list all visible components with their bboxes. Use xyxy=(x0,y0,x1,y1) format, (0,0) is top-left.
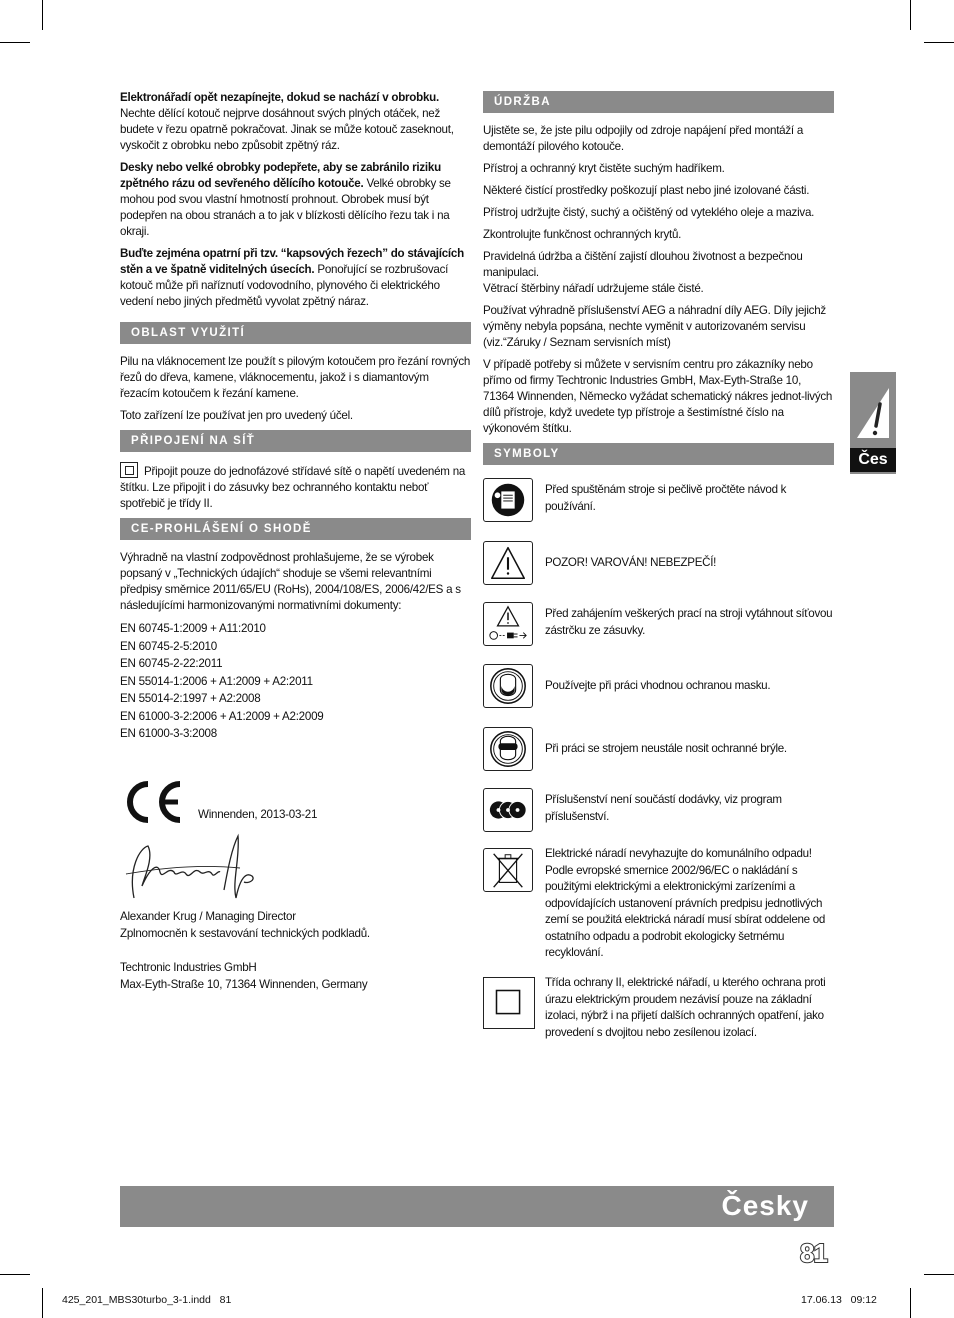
safety-paragraph xyxy=(120,90,471,154)
symbol-description: Elektrické náradí nevyhazujte do komunálního odpadu! Podle evropské smernice 2002/96/EC o nakládání s použitými elektrickými a elektronickými zarízeními a odpovídajících ustanovení právních predpisu jednotlivých zemí se použitá elektrická náradí musí sbírat oddelene od ostatního odpadu a podrobit ekologicky šetrnému recyklování. xyxy=(545,847,825,959)
crop-mark xyxy=(0,42,30,43)
dust-mask-icon xyxy=(483,664,533,708)
language-side-tab xyxy=(850,372,896,474)
crop-mark xyxy=(42,0,43,30)
signature-image xyxy=(120,828,270,908)
ce-mark-icon xyxy=(122,780,184,824)
class-ii-icon xyxy=(483,977,535,1029)
language-label: Čes xyxy=(850,448,896,472)
symbol-description: Příslušenství není součástí dodávky, viz program příslušenství. xyxy=(545,793,782,823)
maintenance-text: Používat výhradně příslušenství AEG a náhradní díly AEG. Díly jejichž výměny nebyla popsána, nechte vyměnit v autorizovaném servisu (viz.“Záruky / Seznam servisních míst) xyxy=(483,304,826,349)
maintenance-text: Některé čistící prostředky poškozují plast nebo jiné izolované části. xyxy=(483,184,810,197)
crop-mark xyxy=(924,1274,954,1275)
standard-item: EN 60745-2-22:2011 xyxy=(120,657,223,670)
symbol-description: Před spuštěnám stroje si pečlivě pročtěte návod k používání. xyxy=(545,483,787,513)
section-heading-symbols: SYMBOLY xyxy=(483,443,834,465)
symbol-description: POZOR! VAROVÁN! NEBEZPEČÍ! xyxy=(545,556,717,569)
safety-paragraph-text: Ponořující se rozbrušovací kotouč může při naříznutí vodovodního, plynového či elektrického vedení nebo jiných předmětů vyvolat zpětný náraz. xyxy=(120,263,449,308)
mains-text-body: Připojit pouze do jednofázové střídavé sítě o napětí uvedeném na štítku. Lze připojit i do zásuvky bez ochranného kontaktu neboť spotřebič je třídy II. xyxy=(120,465,466,510)
signatory-block xyxy=(120,908,370,993)
section-heading-ce: CE-PROHLÁŠENÍ O SHODĚ xyxy=(120,518,471,540)
usage-text: Toto zařízení lze používat jen pro uvedený účel. xyxy=(120,409,353,422)
company-name: Techtronic Industries GmbH xyxy=(120,961,257,974)
standard-item: EN 60745-2-5:2010 xyxy=(120,639,217,653)
section-heading-usage: OBLAST VYUŽITÍ xyxy=(120,322,471,344)
page-number: 81 xyxy=(800,1238,827,1268)
footer-bar xyxy=(120,1186,834,1227)
maintenance-text-line: Pravidelná údržba a čištění zajistí dlouhou životnost a bezpečnou manipulaci. xyxy=(483,250,803,279)
class-ii-icon xyxy=(120,462,138,478)
crop-mark xyxy=(0,1274,30,1275)
place-date: Winnenden, 2013-03-21 xyxy=(198,808,318,821)
maintenance-text: Přístroj a ochranný kryt čistěte suchým hadříkem. xyxy=(483,162,725,175)
symbol-description: Při práci se strojem neustále nosit ochranné brýle. xyxy=(545,742,787,755)
safety-paragraph-text: Nechte dělící kotouč nejprve dosáhnout svých plných otáček, než budete v řezu opatrně pokračovat. Jinak se může kotouč zaseknout, vyskočit z obrobku nebo způsobit zpětný ráz. xyxy=(120,107,454,152)
warning-triangle-icon xyxy=(483,541,533,585)
standard-item: EN 61000-3-2:2006 + A1:2009 + A2:2009 xyxy=(120,709,324,723)
safety-goggles-icon xyxy=(483,727,533,771)
standard-item: EN 55014-1:2006 + A1:2009 + A2:2011 xyxy=(120,674,313,688)
safety-paragraph-bold: Desky nebo velké obrobky podepřete, aby se zabránilo riziku zpětného rázu od sevřeného dělícího kotouče. xyxy=(120,161,441,190)
mains-text xyxy=(120,462,471,512)
maintenance-text-line: Větrací štěrbiny nářadí udržujeme stále čisté. xyxy=(483,282,704,295)
standard-item: EN 60745-1:2009 + A11:2010 xyxy=(120,622,266,635)
warning-triangle-icon xyxy=(853,384,893,446)
unplug-warning-icon xyxy=(483,602,533,646)
crop-mark xyxy=(924,42,954,43)
safety-paragraph xyxy=(120,160,471,240)
read-manual-icon xyxy=(483,478,533,522)
crop-mark xyxy=(910,0,911,30)
saw-blades-icon xyxy=(483,788,533,832)
symbols-list xyxy=(483,478,834,1078)
standard-item: EN 55014-2:1997 + A2:2008 xyxy=(120,692,261,705)
standards-list xyxy=(120,620,471,743)
safety-paragraph-bold: Elektronářadí opět nezapínejte, dokud se nachází v obrobku. xyxy=(120,91,439,104)
maintenance-text: Zkontrolujte funkčnost ochranných krytů. xyxy=(483,228,682,241)
symbol-description: Používejte při práci vhodnou ochranou masku. xyxy=(545,679,771,692)
usage-text: Pilu na vláknocement lze použít s pilovým kotoučem pro řezání rovných řezů do dřeva, kamene, vláknocementu, jakož i s diamantovým řezacím kotoučem k řezání kamene. xyxy=(120,355,471,400)
right-column xyxy=(483,90,834,475)
crop-mark xyxy=(42,1288,43,1318)
symbol-description: Před zahájením veškerých prací na stroji vytáhnout síťovou zástrčku ze zásuvky. xyxy=(545,607,833,637)
footer-language-title: Česky xyxy=(721,1190,809,1221)
maintenance-text: Ujistěte se, že jste pilu odpojily od zdroje napájení před montáží a demontáží pilového kotouče. xyxy=(483,124,804,153)
symbol-description: Třída ochrany II, elektrické nářadí, u kterého ochrana proti úrazu elektrickým proudem nezávisí pouze na základní izolaci, nýbrž i na přijetí dalších ochranných opatření, jako provedení s dvojitou nebo zesílenou izolací. xyxy=(545,976,826,1039)
safety-paragraph-bold: Buďte zejména opatrní při tzv. “kapsových řezech” do stávajících stěn a ve špatně viditelných úsecích. xyxy=(120,247,464,276)
left-column xyxy=(120,90,471,743)
standard-item: EN 61000-3-3:2008 xyxy=(120,727,217,740)
maintenance-text: Přístroj udržujte čistý, suchý a očištěný od vyteklého oleje a maziva. xyxy=(483,206,815,219)
ce-declaration-text: Výhradně na vlastní zodpovědnost prohlašujeme, že se výrobek popsaný v „Technických údajích“ shoduje se všemi relevantními předpisy směrnice 2011/65/EU (RoHs), 2004/108/ES, 2006/42/ES a s následujícími harmonizovanými normativními dokumenty: xyxy=(120,551,461,612)
signatory-name: Alexander Krug / Managing Director xyxy=(120,910,296,923)
slug-filename: 425_201_MBS30turbo_3-1.indd 81 xyxy=(62,1294,232,1306)
slug-timestamp: 17.06.13 09:12 xyxy=(801,1294,877,1306)
company-address: Max-Eyth-Straße 10, 71364 Winnenden, Germany xyxy=(120,978,368,991)
section-heading-mains: PŘIPOJENÍ NA SÍŤ xyxy=(120,430,471,452)
crop-mark xyxy=(910,1288,911,1318)
safety-paragraph-text: Velké obrobky se mohou pod svou vlastní hmotností prohnout. Obrobek musí být podepřen na obou stranách a to jak v blízkosti dělícího řezu tak i na okraji. xyxy=(120,177,451,238)
safety-paragraph xyxy=(120,246,471,310)
crossed-bin-icon xyxy=(483,848,533,892)
section-heading-maintenance: ÚDRŽBA xyxy=(483,91,834,113)
maintenance-text: V případě potřeby si můžete v servisním centru pro zákazníky nebo přímo od firmy Techtronic Industries GmbH, Max-Eyth-Straße 10, 71364 Winnenden, Německo vyžádat schematický nákres jednot-livých dílů přístroje, když uvedete typ přístroje a šestimístné číslo na výkonovém štítku. xyxy=(483,358,833,435)
signatory-authorization: Zplnomocněn k sestavování technických podkladů. xyxy=(120,927,370,940)
maintenance-text xyxy=(483,249,834,297)
